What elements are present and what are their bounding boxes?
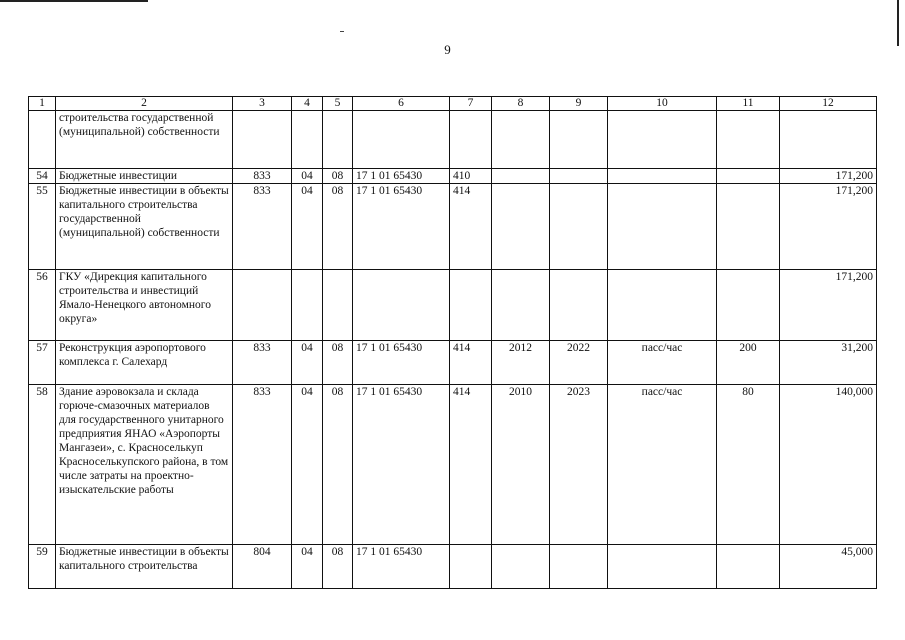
table-cell-col-9: [550, 270, 608, 341]
header-cell: 10: [608, 97, 717, 111]
table-cell-col-3: 833: [233, 385, 292, 545]
table-cell-col-5: [323, 270, 353, 341]
table-cell-col-11: [717, 545, 780, 589]
header-cell: 7: [450, 97, 492, 111]
table-cell-col-7: 414: [450, 184, 492, 270]
table-cell-col-6: [353, 111, 450, 169]
table-cell-col-9: 2022: [550, 341, 608, 385]
right-edge-rule: [897, 0, 899, 46]
table-cell-col-9: 2023: [550, 385, 608, 545]
table-cell-col-5: 08: [323, 545, 353, 589]
table-cell-col-11: [717, 169, 780, 184]
scan-mark: [340, 31, 344, 32]
header-cell: 4: [292, 97, 323, 111]
table-cell-col-9: [550, 184, 608, 270]
header-cell: 8: [492, 97, 550, 111]
table-cell-col-1: 55: [29, 184, 56, 270]
table-cell-col-9: [550, 169, 608, 184]
table-cell-col-12: 31,200: [780, 341, 877, 385]
table-cell-col-6: 17 1 01 65430: [353, 184, 450, 270]
table-cell-col-5: 08: [323, 385, 353, 545]
table-cell-col-6: 17 1 01 65430: [353, 169, 450, 184]
table-cell-col-8: [492, 545, 550, 589]
table-cell-col-4: 04: [292, 385, 323, 545]
table-row: [29, 341, 877, 385]
table-cell-col-8: [492, 169, 550, 184]
header-cell: 6: [353, 97, 450, 111]
table-cell-col-2: Реконструкция аэропортового комплекса г. Салехард: [56, 341, 233, 385]
table-cell-col-3: 833: [233, 184, 292, 270]
header-cell: 2: [56, 97, 233, 111]
header-cell: 9: [550, 97, 608, 111]
table-row: [29, 111, 877, 169]
table-cell-col-6: [353, 270, 450, 341]
table-cell-col-9: [550, 545, 608, 589]
table-row: [29, 270, 877, 341]
table-cell-col-4: 04: [292, 184, 323, 270]
table-cell-col-10: [608, 169, 717, 184]
table-cell-col-2: строительства государственной (муниципальной) собственности: [56, 111, 233, 169]
table-cell-col-3: 833: [233, 169, 292, 184]
table-cell-col-11: 80: [717, 385, 780, 545]
table-cell-col-7: [450, 111, 492, 169]
header-cell: 1: [29, 97, 56, 111]
table-cell-col-11: 200: [717, 341, 780, 385]
table-cell-col-10: [608, 270, 717, 341]
table-cell-col-4: 04: [292, 341, 323, 385]
table-cell-col-10: [608, 545, 717, 589]
table-cell-col-5: 08: [323, 184, 353, 270]
table-cell-col-4: 04: [292, 169, 323, 184]
table-cell-col-6: 17 1 01 65430: [353, 545, 450, 589]
table-cell-col-2: ГКУ «Дирекция капитального строительства и инвестиций Ямало-Ненецкого автономного округа»: [56, 270, 233, 341]
table-cell-col-11: [717, 270, 780, 341]
header-cell: 12: [780, 97, 877, 111]
table-cell-col-5: [323, 111, 353, 169]
table-cell-col-1: 58: [29, 385, 56, 545]
header-cell: 5: [323, 97, 353, 111]
table-cell-col-10: [608, 111, 717, 169]
budget-table: [28, 96, 877, 589]
table-cell-col-7: [450, 545, 492, 589]
table-cell-col-8: 2012: [492, 341, 550, 385]
table-cell-col-10: пасс/час: [608, 385, 717, 545]
table-cell-col-4: 04: [292, 545, 323, 589]
table-cell-col-5: 08: [323, 341, 353, 385]
header-cell: 11: [717, 97, 780, 111]
table-row: [29, 184, 877, 270]
table-cell-col-11: [717, 111, 780, 169]
table-cell-col-3: [233, 270, 292, 341]
table-cell-col-3: 833: [233, 341, 292, 385]
table-cell-col-8: 2010: [492, 385, 550, 545]
table-cell-col-3: [233, 111, 292, 169]
table-row: [29, 385, 877, 545]
table-cell-col-12: 45,000: [780, 545, 877, 589]
table-cell-col-1: 56: [29, 270, 56, 341]
table-cell-col-12: 171,200: [780, 270, 877, 341]
table-cell-col-7: [450, 270, 492, 341]
table-cell-col-7: 414: [450, 341, 492, 385]
page-number: 9: [444, 42, 451, 57]
top-left-rule: [0, 0, 148, 2]
table-cell-col-6: 17 1 01 65430: [353, 385, 450, 545]
table-cell-col-12: [780, 111, 877, 169]
table-cell-col-8: [492, 111, 550, 169]
table-cell-col-2: Бюджетные инвестиции в объекты капитального строительства государственной (муниципальной) собственности: [56, 184, 233, 270]
table-cell-col-10: пасс/час: [608, 341, 717, 385]
table-row: [29, 545, 877, 589]
table-cell-col-10: [608, 184, 717, 270]
table-row: [29, 169, 877, 184]
header-cell: 3: [233, 97, 292, 111]
table-cell-col-7: 414: [450, 385, 492, 545]
table-cell-col-9: [550, 111, 608, 169]
table-cell-col-2: Здание аэровокзала и склада горюче-смазочных материалов для государственного унитарного предприятия ЯНАО «Аэропорты Мангазеи», с. Красноселькуп Красноселькупского района, в том числе затраты на проектно-изыскательские работы: [56, 385, 233, 545]
table-cell-col-3: 804: [233, 545, 292, 589]
table-cell-col-12: 171,200: [780, 184, 877, 270]
table-cell-col-12: 140,000: [780, 385, 877, 545]
table-cell-col-1: 57: [29, 341, 56, 385]
table-cell-col-4: [292, 270, 323, 341]
table-cell-col-7: 410: [450, 169, 492, 184]
table-cell-col-1: [29, 111, 56, 169]
table-cell-col-2: Бюджетные инвестиции в объекты капитального строительства: [56, 545, 233, 589]
table-cell-col-1: 54: [29, 169, 56, 184]
table-cell-col-11: [717, 184, 780, 270]
table-cell-col-12: 171,200: [780, 169, 877, 184]
table-cell-col-8: [492, 184, 550, 270]
table-cell-col-6: 17 1 01 65430: [353, 341, 450, 385]
header-row: [29, 97, 877, 111]
table-cell-col-2: Бюджетные инвестиции: [56, 169, 233, 184]
table-cell-col-8: [492, 270, 550, 341]
table-cell-col-4: [292, 111, 323, 169]
table-cell-col-5: 08: [323, 169, 353, 184]
table-cell-col-1: 59: [29, 545, 56, 589]
